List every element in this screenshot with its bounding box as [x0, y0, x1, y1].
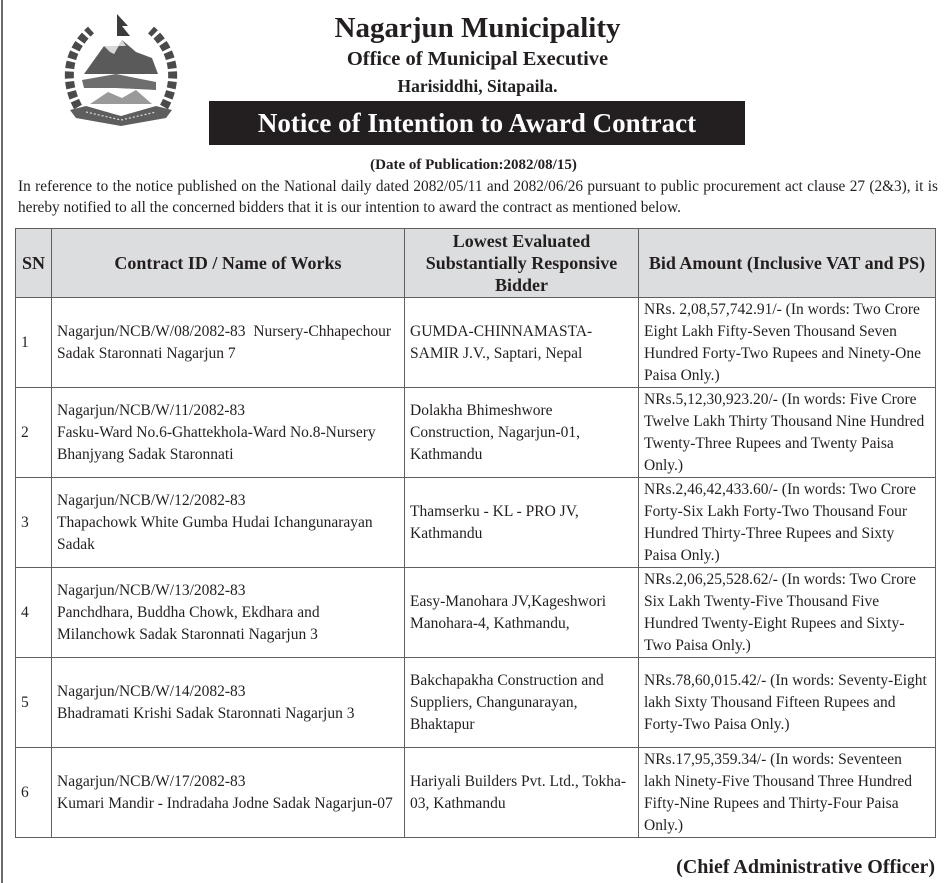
row-sn: 6 — [16, 748, 52, 838]
row-bid-amount: NRs.78,60,015.42/- (In words: Seventy-Eight lakh Sixty Thousand Fifteen Rupees and Forty-Two Paisa Only.) — [639, 658, 936, 748]
signoff-chief-administrative-officer: (Chief Administrative Officer) — [676, 856, 935, 878]
row-sn: 4 — [16, 568, 52, 658]
table-row — [16, 298, 936, 388]
table-row — [16, 658, 936, 748]
row-contract — [52, 748, 405, 838]
row-sn: 3 — [16, 478, 52, 568]
column-header-bid-amount: Bid Amount (Inclusive VAT and PS) — [639, 229, 936, 298]
row-bidder: Dolakha Bhimeshwore Construction, Nagarjun-01, Kathmandu — [405, 388, 639, 478]
row-contract — [52, 658, 405, 748]
municipality-name: Nagarjun Municipality — [334, 12, 621, 44]
intro-paragraph: In reference to the notice published on the National daily dated 2082/05/11 and 2082/06/26 pursuant to public procurement act clause 27 (2&3), it is hereby notified to all the concerned bidders that it is our intention to award the contract as mentioned below. — [18, 178, 938, 216]
row-sn: 5 — [16, 658, 52, 748]
contract-id: Nagarjun/NCB/W/17/2082-83 — [57, 772, 246, 790]
work-name: Nursery-Chhapechour Sadak Staronnati Nagarjun 7 — [57, 322, 392, 362]
work-name: Fasku-Ward No.6-Ghattekhola-Ward No.8-Nursery Bhanjyang Sadak Staronnati — [57, 423, 376, 463]
row-bid-amount: NRs.2,46,42,433.60/- (In words: Two Crore Forty-Six Lakh Forty-Two Thousand Four Hundred Thirty-Three Rupees and Sixty Paisa Only.) — [639, 478, 936, 568]
row-contract — [52, 568, 405, 658]
column-header-bidder: Lowest Evaluated Substantially Responsive Bidder — [405, 229, 639, 298]
row-sn: 1 — [16, 298, 52, 388]
award-table — [15, 228, 936, 838]
contract-id: Nagarjun/NCB/W/13/2082-83 — [57, 581, 246, 599]
contract-id: Nagarjun/NCB/W/11/2082-83 — [57, 401, 245, 419]
row-bid-amount: NRs.5,12,30,923.20/- (In words: Five Crore Twelve Lakh Thirty Thousand Nine Hundred Twenty-Three Rupees and Twenty Paisa Only.) — [639, 388, 936, 478]
row-bidder: Hariyali Builders Pvt. Ltd., Tokha-03, Kathmandu — [405, 748, 639, 838]
row-bid-amount: NRs.17,95,359.34/- (In words: Seventeen lakh Ninety-Five Thousand Three Hundred Fifty-Nine Rupees and Thirty-Four Paisa Only.) — [639, 748, 936, 838]
table-row — [16, 568, 936, 658]
publication-date: (Date of Publication:2082/08/15) — [370, 157, 577, 173]
row-bidder: Thamserku - KL - PRO JV, Kathmandu — [405, 478, 639, 568]
work-name: Thapachowk White Gumba Hudai Ichangunarayan Sadak — [57, 513, 373, 553]
row-bidder: Bakchapakha Construction and Suppliers, Changunarayan, Bhaktapur — [405, 658, 639, 748]
office-name: Office of Municipal Executive — [346, 48, 609, 70]
row-contract — [52, 388, 405, 478]
work-name: Panchdhara, Buddha Chowk, Ekdhara and Milanchowk Sadak Staronnati Nagarjun 3 — [57, 603, 320, 643]
row-bid-amount: NRs.2,06,25,528.62/- (In words: Two Crore Six Lakh Twenty-Five Thousand Five Hundred Twenty-Eight Rupees and Sixty-Two Paisa Only.) — [639, 568, 936, 658]
row-bidder: GUMDA-CHINNAMASTA-SAMIR J.V., Saptari, Nepal — [405, 298, 639, 388]
work-name: Bhadramati Krishi Sadak Staronnati Nagarjun 3 — [57, 704, 355, 722]
row-sn: 2 — [16, 388, 52, 478]
coat-of-arms-emblem — [56, 12, 186, 130]
page-edge-rule — [1, 0, 3, 883]
work-name: Kumari Mandir - Indradaha Jodne Sadak Nagarjun-07 — [57, 794, 393, 812]
coat-of-arms-icon — [69, 14, 172, 126]
notice-title: Notice of Intention to Award Contract — [209, 101, 745, 145]
row-bid-amount: NRs. 2,08,57,742.91/- (In words: Two Crore Eight Lakh Fifty-Seven Thousand Seven Hundred Forty-Two Rupees and Ninety-One Paisa Only.) — [639, 298, 936, 388]
contract-id: Nagarjun/NCB/W/14/2082-83 — [57, 682, 246, 700]
office-address: Harisiddhi, Sitapaila. — [397, 76, 558, 96]
contract-id: Nagarjun/NCB/W/12/2082-83 — [57, 491, 246, 509]
row-contract — [52, 478, 405, 568]
row-bidder: Easy-Manohara JV,Kageshwori Manohara-4, Kathmandu, — [405, 568, 639, 658]
table-row — [16, 748, 936, 838]
column-header-contract: Contract ID / Name of Works — [52, 229, 405, 298]
row-contract — [52, 298, 405, 388]
table-row — [16, 388, 936, 478]
table-header-row — [16, 229, 936, 298]
table-row — [16, 478, 936, 568]
column-header-sn: SN — [16, 229, 52, 298]
contract-id: Nagarjun/NCB/W/08/2082-83 — [57, 322, 246, 340]
